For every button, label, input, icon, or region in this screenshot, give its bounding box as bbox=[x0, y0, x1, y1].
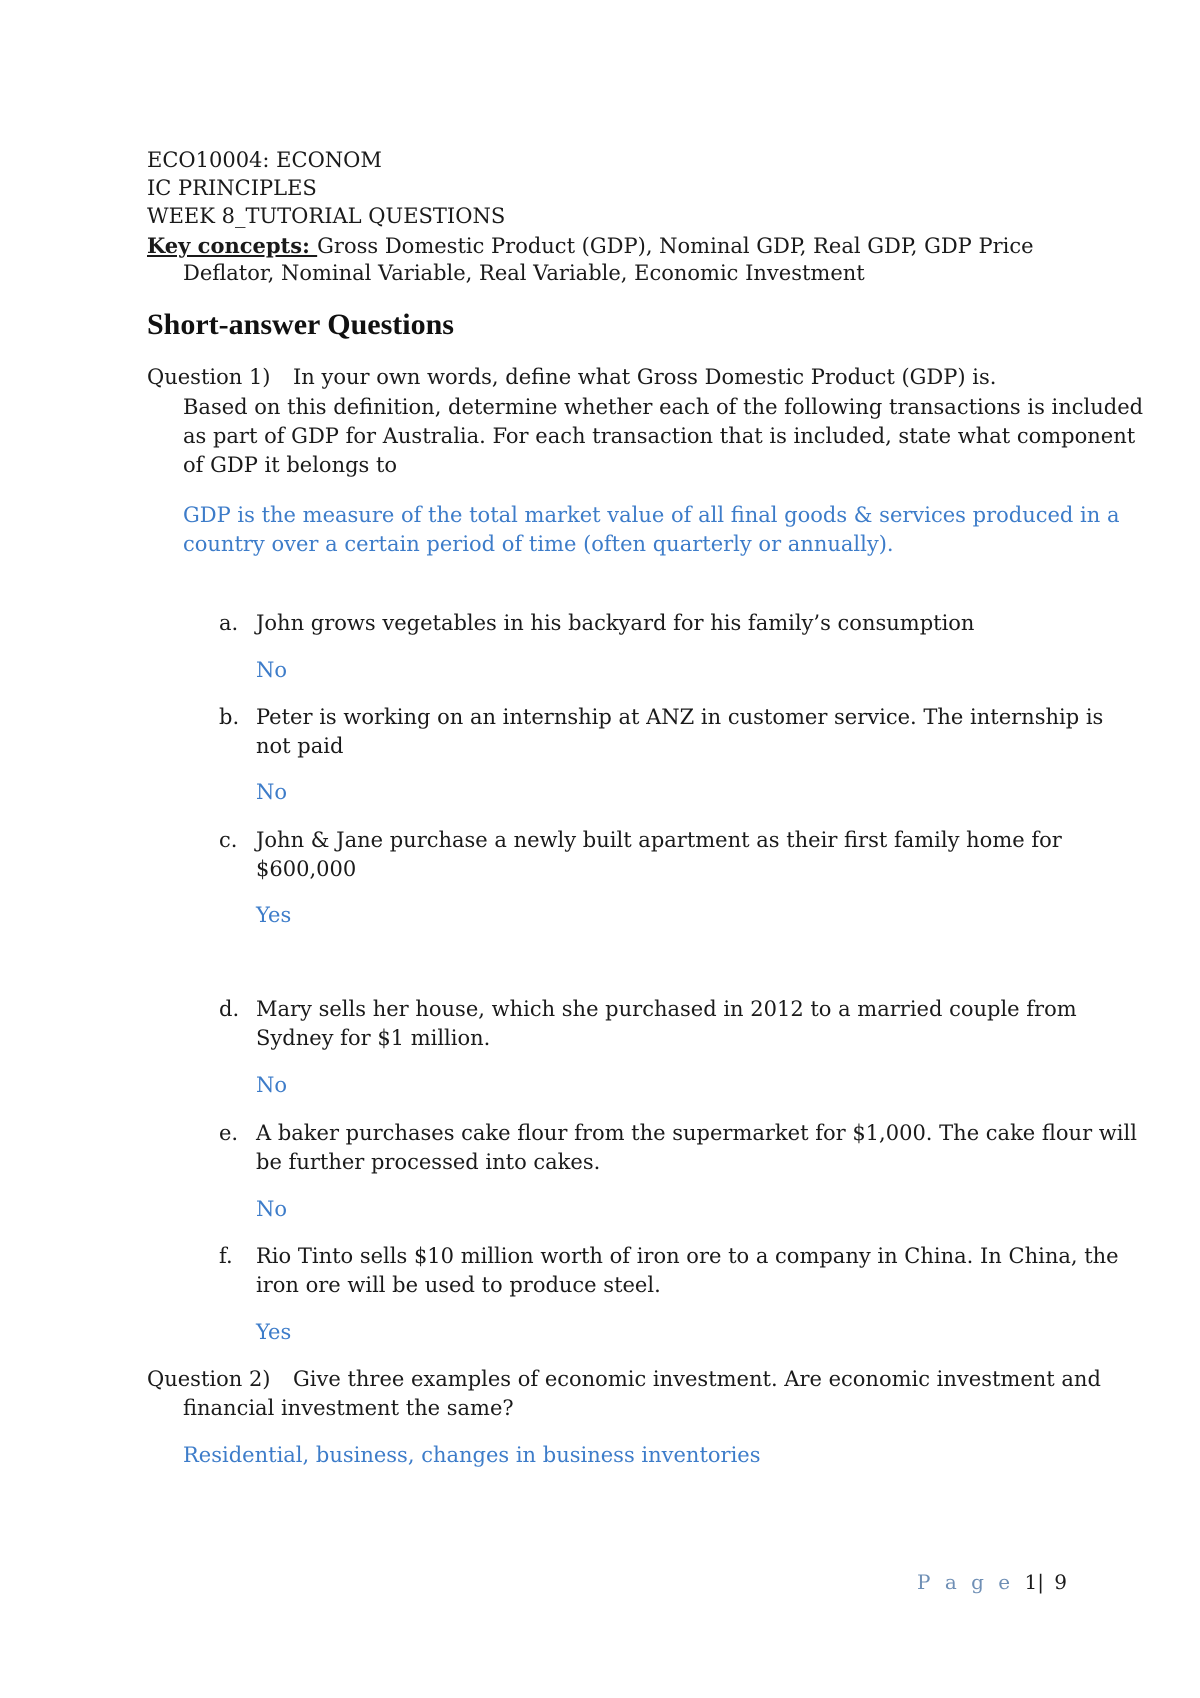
item-answer: No bbox=[256, 1197, 288, 1221]
item-text: Rio Tinto sells $10 million worth of iron ore to a company in China. In China, the bbox=[256, 1244, 1119, 1268]
item-text-continuation: not paid bbox=[256, 734, 344, 758]
question-1-prompt: In your own words, define what Gross Domestic Product (GDP) is. bbox=[293, 365, 997, 389]
question-2-prompt: Give three examples of economic investment. Are economic investment and bbox=[293, 1367, 1101, 1391]
item-answer: Yes bbox=[256, 1320, 292, 1344]
key-concepts-line bbox=[147, 231, 1034, 261]
item-marker: f. bbox=[219, 1244, 233, 1268]
page-separator: | bbox=[1037, 1570, 1044, 1594]
question-2-answer: Residential, business, changes in business inventories bbox=[183, 1443, 761, 1467]
question-1-answer-line: GDP is the measure of the total market value of all final goods & services produced in a bbox=[183, 503, 1120, 527]
key-concepts-text: Gross Domestic Product (GDP), Nominal GDP, Real GDP, GDP Price bbox=[317, 234, 1034, 258]
question-1-instruction-line: as part of GDP for Australia. For each transaction that is included, state what component bbox=[183, 424, 1136, 448]
item-text: Peter is working on an internship at ANZ in customer service. The internship is bbox=[256, 705, 1104, 729]
item-marker: a. bbox=[219, 611, 239, 635]
item-answer: No bbox=[256, 658, 288, 682]
item-text: John & Jane purchase a newly built apartment as their first family home for bbox=[256, 828, 1062, 852]
question-1-instruction-line: Based on this definition, determine whether each of the following transactions is included bbox=[183, 395, 1144, 419]
item-text-continuation: Sydney for $1 million. bbox=[256, 1026, 491, 1050]
question-1-label: Question 1) bbox=[147, 365, 271, 389]
item-marker: b. bbox=[219, 705, 240, 729]
item-text-continuation: $600,000 bbox=[256, 857, 357, 881]
week-title-line: WEEK 8_TUTORIAL QUESTIONS bbox=[147, 204, 506, 228]
item-answer: No bbox=[256, 780, 288, 804]
item-answer: No bbox=[256, 1073, 288, 1097]
question-2-label: Question 2) bbox=[147, 1367, 271, 1391]
page-word: P a g e bbox=[917, 1570, 1015, 1594]
question-1-answer-line: country over a certain period of time (often quarterly or annually). bbox=[183, 532, 894, 556]
item-text-continuation: be further processed into cakes. bbox=[256, 1150, 601, 1174]
item-text: John grows vegetables in his backyard for his family’s consumption bbox=[256, 611, 975, 635]
item-text: Mary sells her house, which she purchased in 2012 to a married couple from bbox=[256, 997, 1077, 1021]
item-marker: e. bbox=[219, 1121, 239, 1145]
item-text: A baker purchases cake flour from the supermarket for $1,000. The cake flour will bbox=[256, 1121, 1137, 1145]
item-marker: c. bbox=[219, 828, 238, 852]
page-footer bbox=[917, 1568, 1067, 1597]
item-marker: d. bbox=[219, 997, 240, 1021]
question-2-prompt-continuation: financial investment the same? bbox=[183, 1396, 514, 1420]
item-text-continuation: iron ore will be used to produce steel. bbox=[256, 1273, 661, 1297]
page-total: 9 bbox=[1054, 1570, 1068, 1594]
key-concepts-continuation: Deflator, Nominal Variable, Real Variable, Economic Investment bbox=[183, 261, 865, 285]
item-answer: Yes bbox=[256, 903, 292, 927]
course-code-line: ECO10004: ECONOM bbox=[147, 148, 382, 172]
section-title: Short-answer Questions bbox=[147, 308, 454, 341]
key-concepts-label: Key concepts: bbox=[147, 233, 318, 258]
course-name-line: IC PRINCIPLES bbox=[147, 176, 317, 200]
page-number: 1 bbox=[1024, 1570, 1038, 1594]
question-1-instruction-line: of GDP it belongs to bbox=[183, 453, 398, 477]
